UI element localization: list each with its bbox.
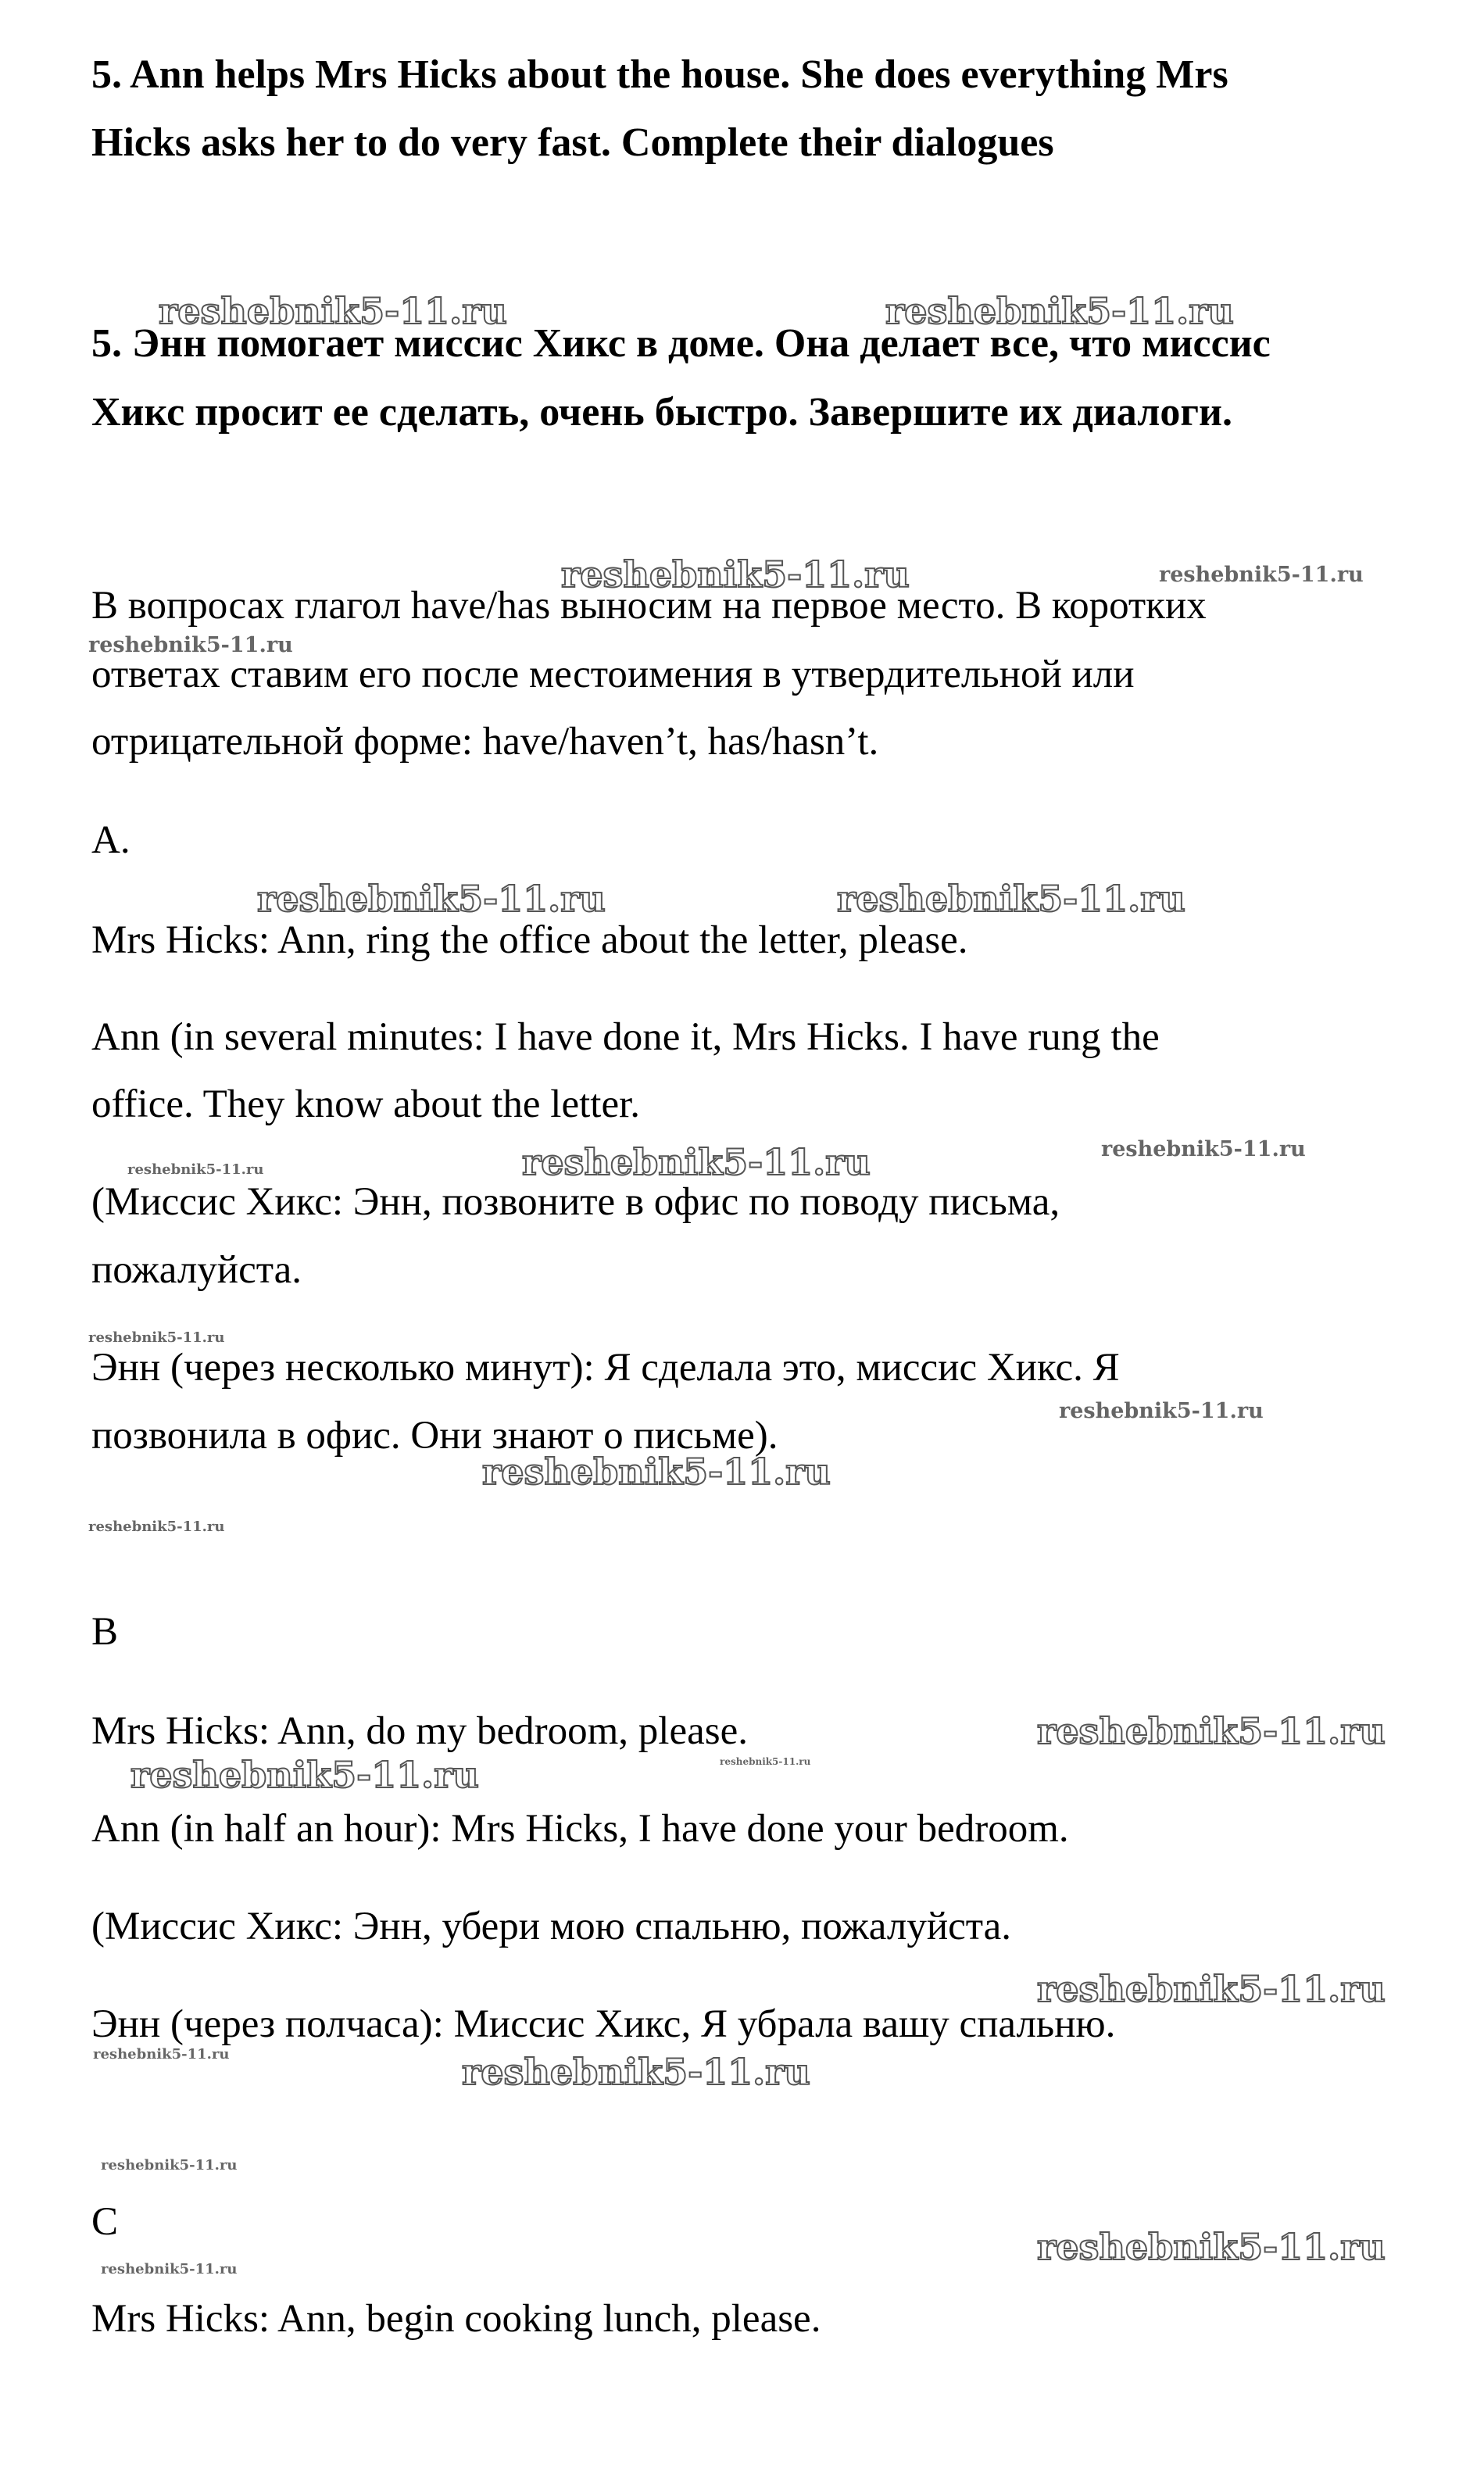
section-a-line-5: пожалуйста.: [91, 1248, 302, 1292]
watermark: reshebnik5-11.ru: [1159, 563, 1364, 587]
watermark: reshebnik5-11.ru: [93, 2046, 230, 2063]
watermark: reshebnik5-11.ru: [159, 290, 507, 332]
watermark: reshebnik5-11.ru: [561, 553, 910, 596]
section-a-line-6: Энн (через несколько минут): Я сделала это, миссис Хикс. Я: [91, 1346, 1120, 1390]
watermark: reshebnik5-11.ru: [101, 2157, 238, 2173]
watermark: reshebnik5-11.ru: [1037, 1968, 1386, 2010]
watermark: reshebnik5-11.ru: [720, 1756, 811, 1767]
section-a-line-2: Ann (in several minutes: I have done it, Mrs Hicks. I have rung the: [91, 1015, 1160, 1059]
watermark: reshebnik5-11.ru: [88, 1329, 225, 1346]
watermark: reshebnik5-11.ru: [1037, 1710, 1386, 1752]
watermark: reshebnik5-11.ru: [462, 2051, 810, 2093]
section-b-label: B: [91, 1610, 119, 1654]
watermark: reshebnik5-11.ru: [131, 1754, 479, 1796]
rule-line-1: В вопросах глагол have/has выносим на первое место. В коротких: [91, 584, 1207, 628]
watermark: reshebnik5-11.ru: [127, 1161, 264, 1178]
task-title-ru-line-2: Хикс просит ее сделать, очень быстро. Завершите их диалоги.: [91, 390, 1232, 435]
watermark: reshebnik5-11.ru: [885, 290, 1234, 332]
watermark: reshebnik5-11.ru: [837, 878, 1185, 920]
watermark: reshebnik5-11.ru: [1101, 1137, 1306, 1161]
watermark: reshebnik5-11.ru: [522, 1141, 871, 1183]
section-a-line-4: (Миссис Хикс: Энн, позвоните в офис по поводу письма,: [91, 1180, 1060, 1224]
section-b-line-2: Ann (in half an hour): Mrs Hicks, I have done your bedroom.: [91, 1807, 1069, 1851]
section-b-line-4: Энн (через полчаса): Миссис Хикс, Я убрала вашу спальню.: [91, 2002, 1116, 2046]
watermark: reshebnik5-11.ru: [88, 1519, 225, 1535]
watermark: reshebnik5-11.ru: [101, 2261, 238, 2277]
watermark: reshebnik5-11.ru: [1059, 1399, 1264, 1423]
task-title-en-line-1: 5. Ann helps Mrs Hicks about the house. She does everything Mrs: [91, 52, 1228, 97]
section-a-line-7: позвонила в офис. Они знают о письме).: [91, 1414, 778, 1458]
section-a-label: A.: [91, 818, 131, 862]
watermark: reshebnik5-11.ru: [1037, 2226, 1386, 2268]
section-a-line-1: Mrs Hicks: Ann, ring the office about the letter, please.: [91, 918, 968, 962]
section-b-line-1: Mrs Hicks: Ann, do my bedroom, please.: [91, 1709, 748, 1753]
section-b-line-3: (Миссис Хикс: Энн, убери мою спальню, пожалуйста.: [91, 1905, 1012, 1948]
watermark: reshebnik5-11.ru: [482, 1451, 831, 1493]
watermark: reshebnik5-11.ru: [88, 633, 293, 657]
watermark: reshebnik5-11.ru: [257, 878, 606, 920]
rule-line-2: ответах ставим его после местоимения в утвердительной или: [91, 653, 1135, 696]
section-c-label: C: [91, 2200, 119, 2244]
section-a-line-3: office. They know about the letter.: [91, 1082, 640, 1126]
rule-line-3: отрицательной форме: have/haven’t, has/hasn’t.: [91, 720, 879, 764]
task-title-en-line-2: Hicks asks her to do very fast. Complete their dialogues: [91, 120, 1054, 165]
task-title-ru-line-1: 5. Энн помогает миссис Хикс в доме. Она делает все, что миссис: [91, 321, 1271, 366]
section-c-line-1: Mrs Hicks: Ann, begin cooking lunch, please.: [91, 2297, 821, 2341]
